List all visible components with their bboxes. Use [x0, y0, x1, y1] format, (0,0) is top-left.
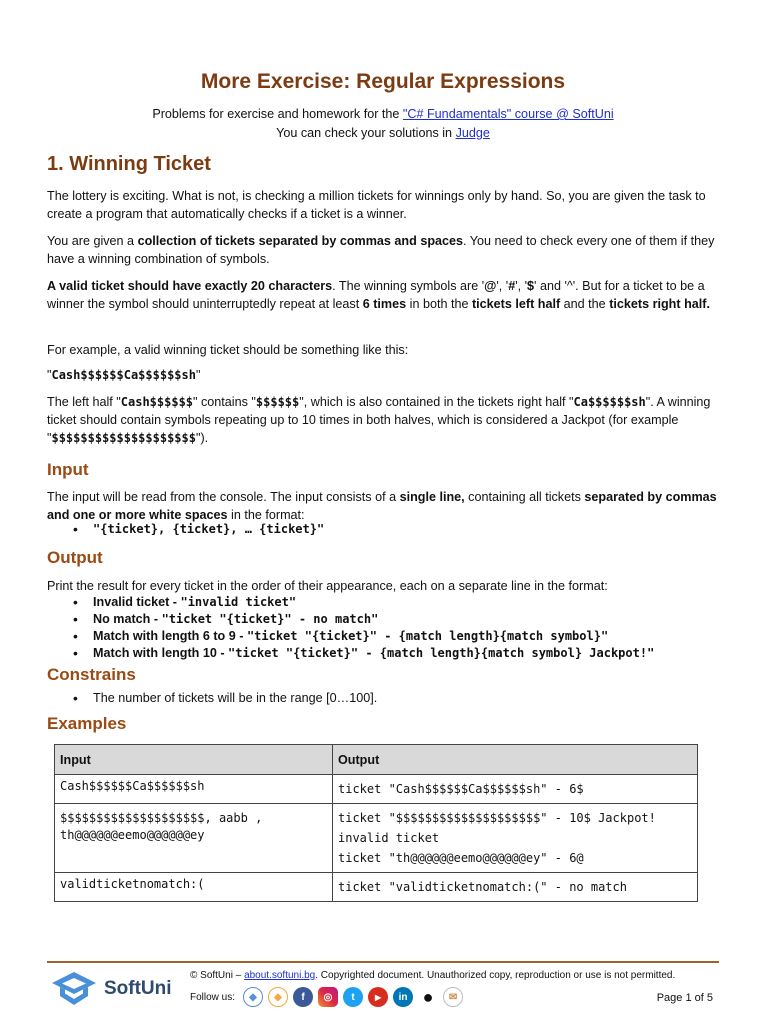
output-intro: Print the result for every ticket in the order of their appearance, each on a separate line in the format:: [47, 579, 608, 593]
list-item: [47, 628, 719, 645]
softuni-logo[interactable]: [50, 970, 172, 1008]
cell-line: ticket "Cash$$$$$$Ca$$$$$$sh" - 6$: [338, 782, 584, 796]
linkedin-icon[interactable]: in: [393, 987, 413, 1007]
cell-line: invalid ticket: [338, 831, 440, 845]
problem-heading: 1. Winning Ticket: [47, 153, 211, 175]
input-cell: [55, 804, 333, 873]
list-item: [47, 611, 719, 628]
list-item: [47, 521, 719, 538]
bold-text: 6 times: [362, 297, 407, 311]
input-cell: [55, 873, 333, 902]
graduation-cap-icon: [50, 970, 98, 1008]
cell-line: ticket "$$$$$$$$$$$$$$$$$$$$" - 10$ Jackpot!: [338, 811, 656, 825]
text: " contains ": [193, 395, 256, 409]
judge-text: You can check your solutions in: [276, 126, 456, 140]
about-link[interactable]: about.softuni.bg: [244, 970, 316, 981]
code-text: "ticket "{ticket}" - {match length}{match symbol}": [246, 629, 609, 643]
text: in both the: [406, 297, 472, 311]
symbol-at: @: [484, 279, 497, 293]
output-format-list: [47, 594, 719, 662]
code-text: "ticket "{ticket}" - no match": [161, 612, 379, 626]
input-cell: [55, 775, 333, 804]
page-number: Page 1 of 5: [656, 992, 713, 1004]
symbol-hash: #: [508, 279, 516, 293]
bold-text: No match -: [93, 612, 162, 626]
text: ", which is also contained in the tickets right half ": [299, 395, 574, 409]
cell-line: th@@@@@@eemo@@@@@@ey: [60, 828, 205, 842]
text: ', ': [515, 279, 528, 293]
bold-text: tickets left half: [471, 297, 561, 311]
text: . The winning symbols are ': [332, 279, 485, 293]
footer-divider: [47, 961, 719, 963]
cell-line: validticketnomatch:(: [60, 877, 205, 891]
subtitle-text: Problems for exercise and homework for the: [152, 107, 403, 121]
bold-text: collection of tickets separated by commas and spaces: [137, 234, 464, 248]
example-intro: For example, a valid winning ticket should be something like this:: [47, 343, 409, 357]
bold-text: separated by commas and one or more white spaces: [47, 490, 717, 522]
text: ' and '^'. But for a ticket to be a winner the symbol should uninterruptedly repeat at least: [47, 279, 705, 311]
text: in the format:: [227, 508, 305, 522]
output-heading: Output: [47, 548, 103, 567]
text: © SoftUni –: [190, 970, 245, 981]
column-header-input: Input: [55, 745, 333, 775]
text: ").: [195, 431, 209, 445]
example-ticket: "Cash$$$$$$Ca$$$$$$sh": [47, 368, 201, 382]
bold-text: tickets right half: [609, 297, 707, 311]
bold-text: Match with length 10 -: [93, 646, 229, 660]
page-title: More Exercise: Regular Expressions: [200, 70, 566, 93]
social-links: [190, 987, 468, 1007]
text: containing all tickets: [464, 490, 585, 504]
table-row: [55, 804, 698, 873]
examples-heading: Examples: [47, 714, 127, 733]
github-icon[interactable]: ●: [418, 987, 438, 1007]
list-item: [47, 594, 719, 611]
youtube-icon[interactable]: ▶: [368, 987, 388, 1007]
follow-label: Follow us:: [190, 991, 236, 1003]
copyright-notice: [190, 970, 675, 981]
constraints-heading: Constrains: [47, 665, 136, 684]
code-text: Cash$$$$$$Ca$$$$$$sh: [51, 368, 196, 382]
code-text: $$$$$$$$$$$$$$$$$$$$: [51, 431, 196, 445]
text: . You need to check every one of them if they have a winning combination of symbols.: [47, 234, 715, 266]
list-item: • The number of tickets will be in the range [0…100].: [47, 690, 719, 707]
code-text: Cash$$$$$$: [120, 395, 194, 409]
softuni-icon[interactable]: ◆: [243, 987, 263, 1007]
collection-paragraph: [47, 232, 719, 268]
course-link[interactable]: "C# Fundamentals" course @ SoftUni: [402, 107, 614, 121]
output-cell: [333, 775, 698, 804]
constraints-list: [47, 690, 719, 707]
symbol-dollar: $: [527, 279, 535, 293]
examples-table: [54, 744, 698, 902]
judge-link[interactable]: Judge: [455, 126, 490, 140]
bold-text: single line,: [399, 490, 465, 504]
subtitle-judge: [47, 126, 719, 140]
rules-paragraph: [47, 277, 719, 313]
code-text: "{ticket}, {ticket}, … {ticket}": [93, 522, 325, 536]
text: ". A winning ticket should contain symbols repeating up to 10 times in both halves, which is considered a Jackpot (for example ": [47, 395, 711, 445]
input-heading: Input: [47, 460, 89, 479]
code-text: Ca$$$$$$sh: [573, 395, 646, 409]
list-item: [47, 645, 719, 662]
subtitle-course: [47, 107, 719, 121]
instagram-icon[interactable]: ◎: [318, 987, 338, 1007]
cell-line: ticket "th@@@@@@eemo@@@@@@ey" - 6@: [338, 851, 584, 865]
halves-paragraph: [47, 393, 719, 447]
text: You are given a: [47, 234, 138, 248]
cell-line: $$$$$$$$$$$$$$$$$$$$, aabb ,: [60, 811, 263, 825]
table-row: [55, 775, 698, 804]
output-cell: [333, 873, 698, 902]
output-cell: [333, 804, 698, 873]
facebook-icon[interactable]: f: [293, 987, 313, 1007]
cell-line: ticket "validticketnomatch:(" - no match: [338, 880, 627, 894]
table-header-row: [55, 745, 698, 775]
cell-line: Cash$$$$$$Ca$$$$$$sh: [60, 779, 205, 793]
twitter-icon[interactable]: t: [343, 987, 363, 1007]
text: . Copyrighted document. Unauthorized copy, reproduction or use is not permitted.: [315, 970, 676, 981]
table-row: [55, 873, 698, 902]
text: .: [706, 297, 710, 311]
bold-text: Match with length 6 to 9 -: [93, 629, 247, 643]
logo-text: SoftUni: [104, 978, 172, 999]
code-text: "ticket "{ticket}" - {match length}{match symbol} Jackpot!": [228, 646, 655, 660]
email-icon[interactable]: ✉: [443, 987, 463, 1007]
text: ', ': [496, 279, 509, 293]
bold-text: A valid ticket should have exactly 20 characters: [47, 279, 333, 293]
intro-paragraph: The lottery is exciting. What is not, is checking a million tickets for winnings only by hand. So, you are given the task to create a program that automatically checks if a ticket is a winner.: [47, 189, 706, 221]
input-paragraph: [47, 488, 719, 524]
bold-text: Invalid ticket -: [93, 595, 181, 609]
input-format-list: [47, 521, 719, 538]
text: and the: [560, 297, 610, 311]
column-header-output: Output: [333, 745, 698, 775]
code-text: $$$$$$: [255, 395, 300, 409]
code-text: "invalid ticket": [180, 595, 297, 609]
text: The input will be read from the console. The input consists of a: [47, 490, 400, 504]
softuni-kids-icon[interactable]: ◆: [268, 987, 288, 1007]
text: The left half ": [47, 395, 121, 409]
